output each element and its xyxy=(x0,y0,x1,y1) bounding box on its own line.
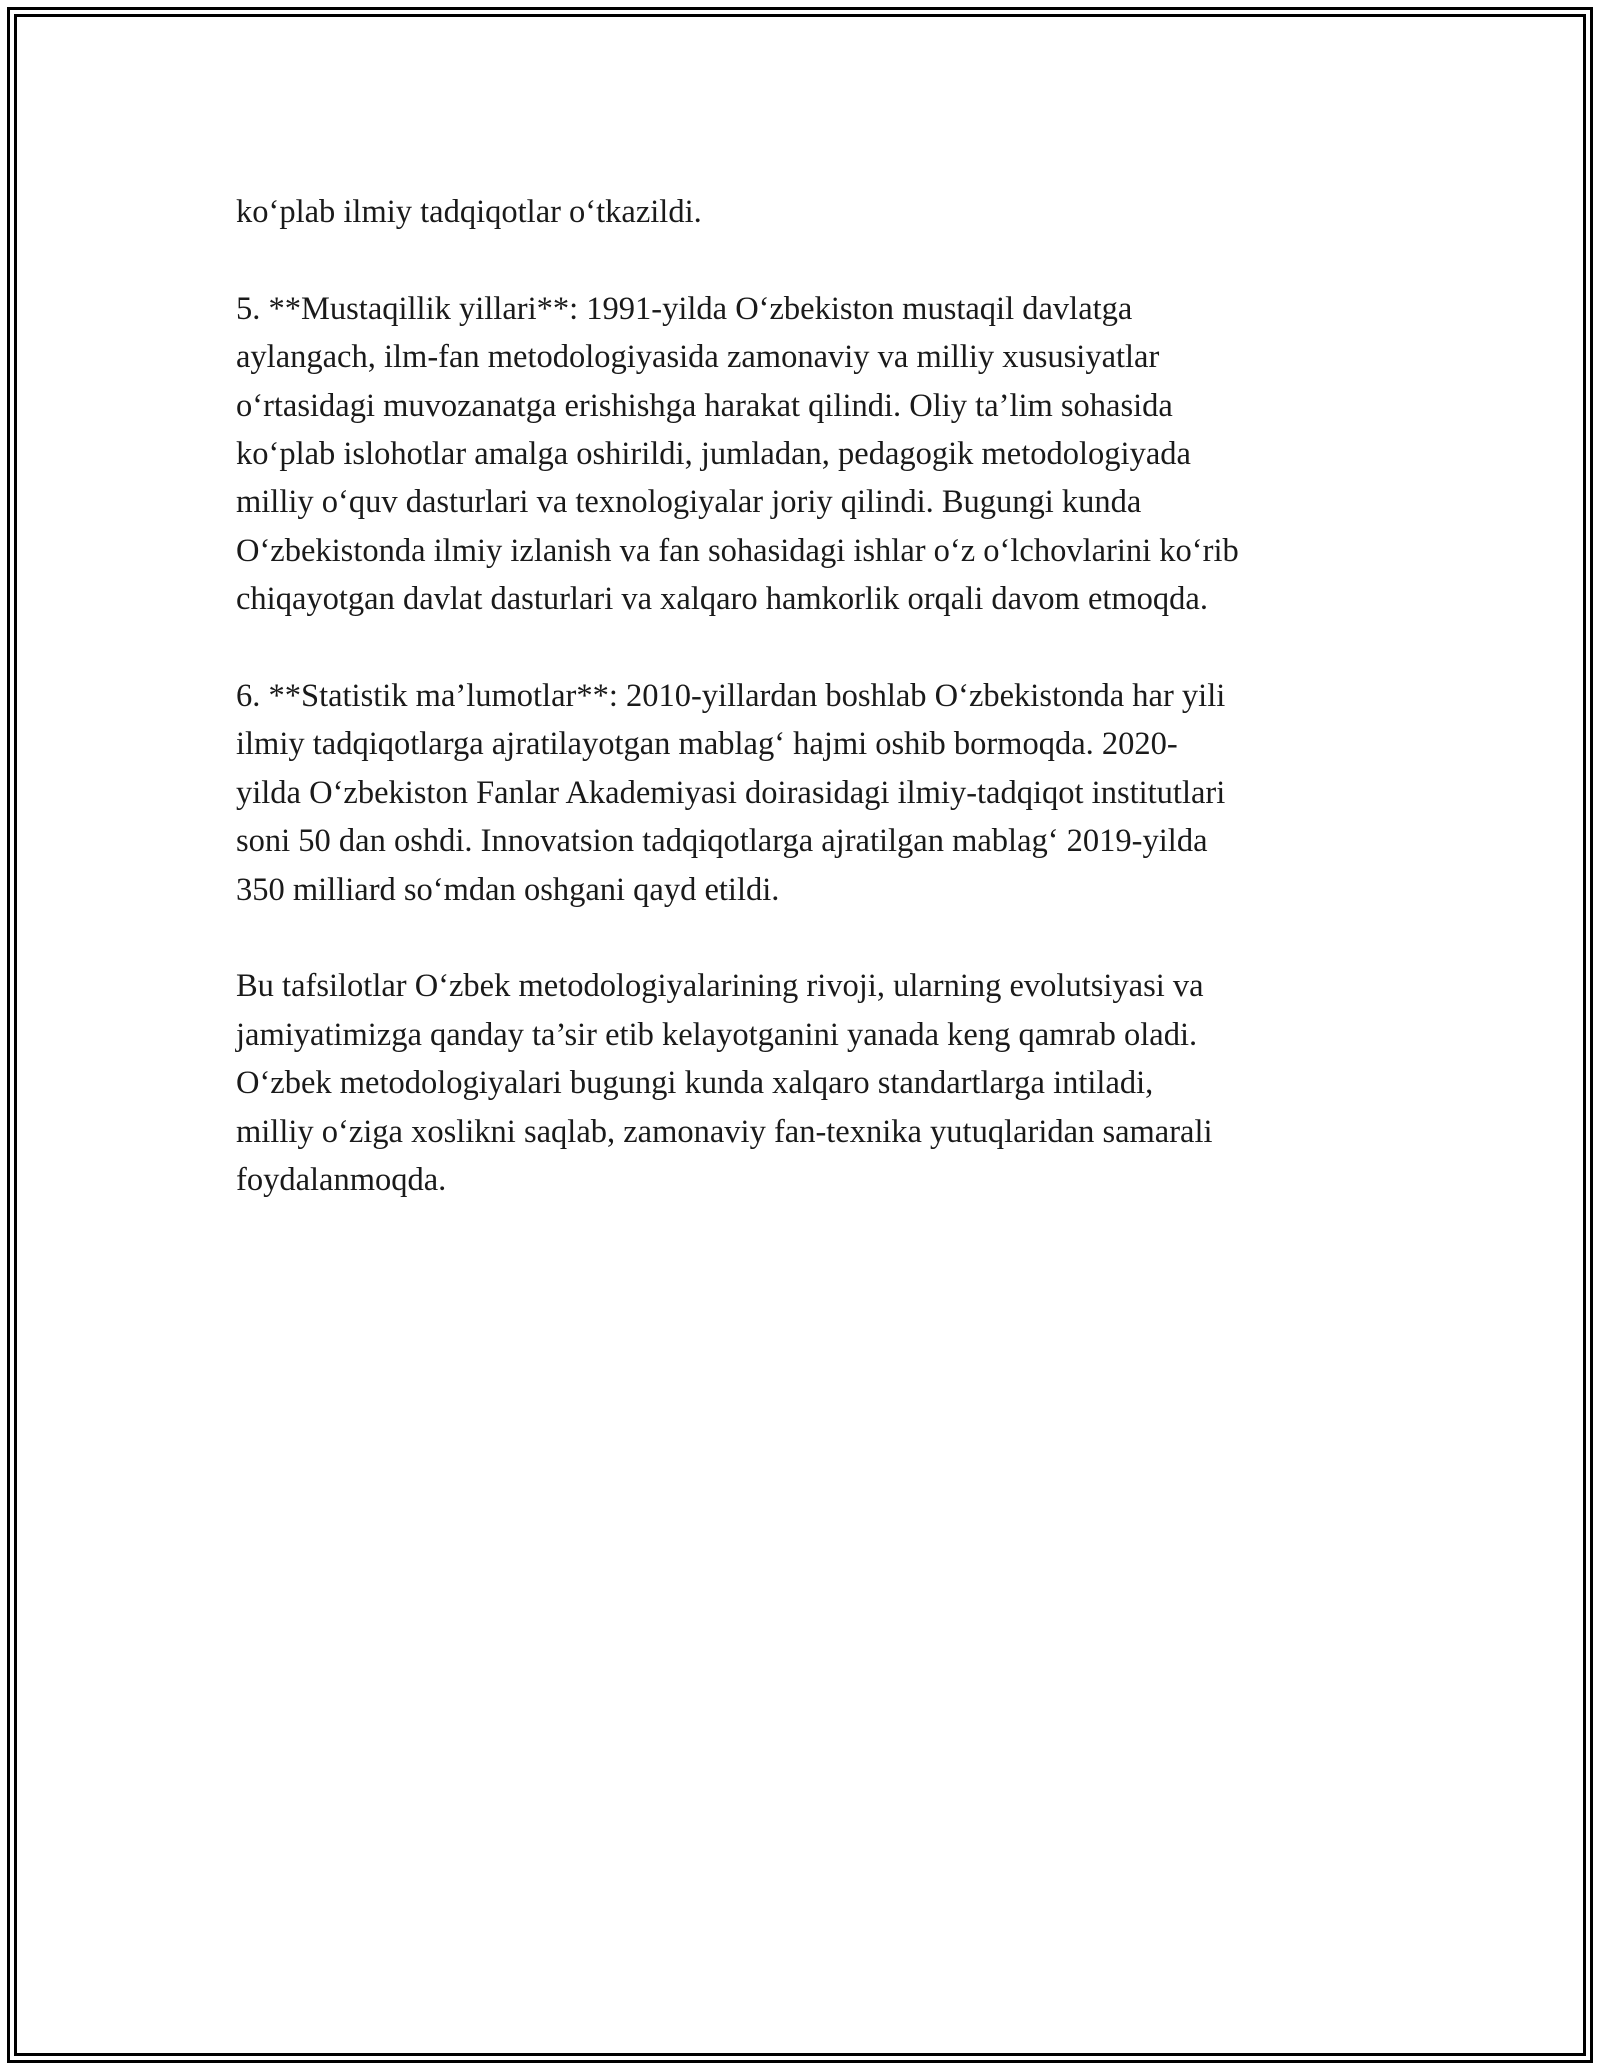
document-body xyxy=(236,188,1376,1253)
paragraph-continuation: ko‘plab ilmiy tadqiqotlar o‘tkazildi. xyxy=(236,194,702,230)
paragraph-statistics: 6. **Statistik ma’lumotlar**: 2010-yillardan boshlab O‘zbekistonda har yili ilmiy tadqiqotlarga ajratilayotgan mablag‘ hajmi oshib bormoqda. 2020- yilda O‘zbekiston Fanlar Akademiyasi doirasidagi ilmiy-tadqiqot institutlari soni 50 dan oshdi. Innovatsion tadqiqotlarga ajratilgan mablag‘ 2019-yilda 350 milliard so‘mdan oshgani qayd etildi. xyxy=(236,678,1226,908)
paragraph-independence-years: 5. **Mustaqillik yillari**: 1991-yilda O‘zbekiston mustaqil davlatga aylangach, ilm-fan metodologiyasida zamonaviy va milliy xususiyatlar o‘rtasidagi muvozanatga erishishga harakat qilindi. Oliy ta’lim sohasida ko‘plab islohotlar amalga oshirildi, jumladan, pedagogik metodologiyada milliy o‘quv dasturlari va texnologiyalar joriy qilindi. Bugungi kunda O‘zbekistonda ilmiy izlanish va fan sohasidagi ishlar o‘z o‘lchovlarini ko‘rib chiqayotgan davlat dasturlari va xalqaro hamkorlik orqali davom etmoqda. xyxy=(236,290,1239,618)
paragraph-conclusion: Bu tafsilotlar O‘zbek metodologiyalarining rivoji, ularning evolutsiyasi va jamiyatimizga qanday ta’sir etib kelayotganini yanada keng qamrab oladi. O‘zbek metodologiyalari bugungi kunda xalqaro standartlarga intiladi, milliy o‘ziga xoslikni saqlab, zamonaviy fan-texnika yutuqlaridan samarali foydalanmoqda. xyxy=(236,968,1213,1199)
